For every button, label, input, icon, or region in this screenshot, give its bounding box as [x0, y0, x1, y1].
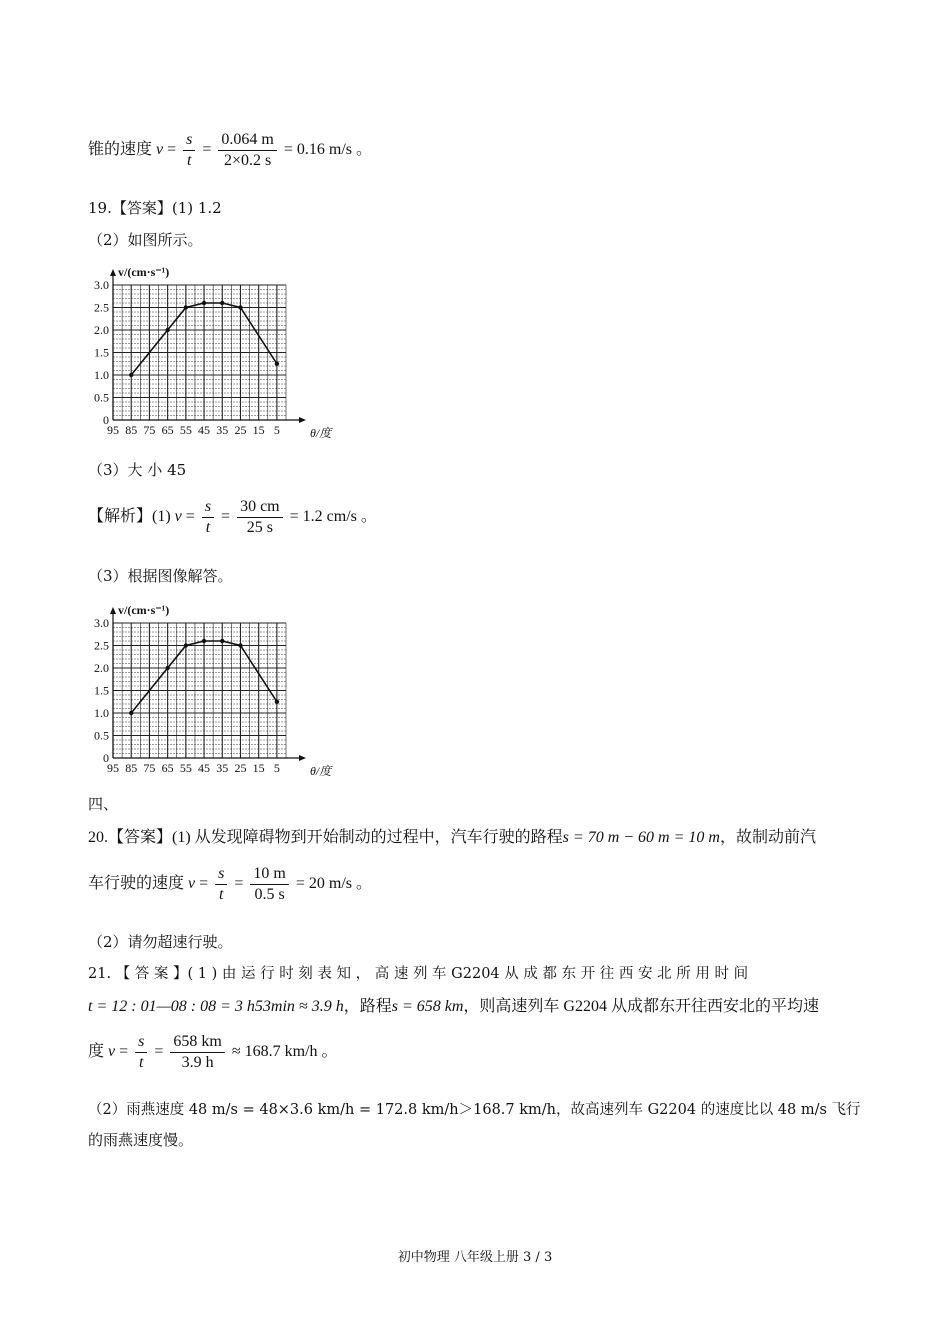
frac-num: s — [183, 130, 195, 151]
y-tick-label: 1.0 — [94, 368, 109, 382]
period: 。 — [356, 875, 373, 893]
q21-part2-line1: （2）雨燕速度 48 m/s = 48×3.6 km/h = 172.8 km/h＞168.7 km/h，故高速列车 G2204 的速度比以 48 m/s 飞行 — [88, 1102, 861, 1118]
data-point — [184, 643, 188, 647]
frac-num: 658 km — [170, 1032, 224, 1053]
y-axis-label: v/(cm·s⁻¹) — [118, 265, 170, 279]
y-tick-label: 1.5 — [94, 683, 109, 698]
q21-result: ≈ 168.7 km/h — [231, 1043, 318, 1061]
data-point — [202, 301, 206, 305]
x-tick-label: 5 — [273, 423, 280, 437]
data-point — [220, 301, 224, 305]
x-axis-arrow — [299, 755, 306, 761]
q21-prefix: 度 — [88, 1043, 105, 1061]
fraction-values — [218, 130, 276, 171]
q18-result: = 0.16 m/s — [283, 141, 353, 159]
q18-prefix: 锥的速度 — [88, 141, 153, 159]
data-point — [238, 643, 242, 647]
frac-num: s — [215, 864, 227, 885]
y-tick-label: 2.5 — [94, 300, 109, 315]
data-point — [202, 639, 206, 643]
q19-part3: （3）大 小 45 — [88, 461, 187, 479]
x-tick-label: 45 — [198, 761, 211, 775]
page-footer: 初中物理 八年级上册 3 / 3 — [397, 1250, 553, 1265]
frac-num: s — [202, 497, 214, 518]
x-tick-label: 25 — [234, 423, 247, 437]
frac-den: t — [139, 1054, 144, 1071]
var-v: v — [188, 875, 196, 893]
y-tick-label: 2.0 — [94, 661, 109, 675]
q21-text: ，则高速列车 G2204 从成都东开往西安北的平均速 — [463, 998, 819, 1015]
data-point — [238, 305, 242, 309]
data-point — [129, 373, 133, 377]
q21-speed-line: 度 v = $\frac{s}{t}$ = $\frac{658 km}{3.9 h}$ ≈ 168.7 km/h 。 — [88, 1033, 338, 1071]
y-axis-arrow — [110, 607, 116, 614]
y-tick-label: 0.5 — [94, 728, 109, 743]
y-tick-label: 0 — [103, 751, 109, 765]
q20-speed-line: 车行驶的速度 v = $\frac{s}{t}$ = $\frac{10 m}{0.5 s}$ = 20 m/s 。 — [88, 865, 373, 903]
fraction-s-over-t — [183, 130, 195, 171]
x-axis-label: θ/度 — [310, 426, 332, 440]
data-point — [165, 666, 169, 670]
x-tick-label: 15 — [252, 423, 265, 437]
q21-text: ，路程 — [343, 998, 392, 1015]
x-tick-label: 45 — [198, 423, 211, 437]
period: 。 — [321, 1043, 338, 1061]
y-tick-label: 0 — [103, 413, 109, 427]
q21-line1: 21. 【 答 案 】( 1 ) 由 运 行 时 刻 表 知 ， 高 速 列 车 G2204 从 成 都 东 开 往 西 安 北 所 用 时 间 — [88, 966, 749, 982]
q19-answer-head: 19.【答案】(1) 1.2 — [88, 199, 222, 217]
period: 。 — [360, 508, 377, 526]
data-point — [165, 328, 169, 332]
q21-time-eq: t = 12 : 01—08 : 08 = 3 h53min ≈ 3.9 h — [88, 998, 344, 1015]
fraction-values — [170, 1032, 224, 1073]
y-tick-label: 2.0 — [94, 323, 109, 337]
frac-den: 2×0.2 s — [224, 152, 272, 169]
frac-den: t — [187, 152, 192, 169]
x-tick-label: 95 — [107, 761, 119, 775]
fraction-s-over-t — [202, 497, 214, 538]
x-tick-label: 55 — [179, 423, 192, 437]
fraction-values — [237, 497, 283, 538]
frac-num: 0.064 m — [218, 130, 276, 151]
x-tick-label: 35 — [216, 761, 229, 775]
q20-line1 — [88, 824, 816, 847]
q21-distance-eq: s = 658 km — [391, 998, 464, 1015]
period: 。 — [356, 141, 373, 159]
q19-result: = 1.2 cm/s — [289, 508, 357, 526]
x-tick-label: 85 — [125, 761, 138, 775]
y-axis-arrow — [110, 269, 116, 276]
data-point — [220, 639, 224, 643]
q19-analysis-line: 【解析】(1) v = $\frac{s}{t}$ = $\frac{30 cm}{25 s}$ = 1.2 cm/s 。 — [88, 498, 377, 536]
x-tick-label: 25 — [234, 761, 247, 775]
frac-den: 3.9 h — [181, 1054, 214, 1071]
data-point — [275, 362, 279, 366]
x-tick-label: 75 — [143, 761, 156, 775]
x-tick-label: 65 — [161, 761, 174, 775]
section-four: 四、 — [88, 795, 119, 813]
x-axis-arrow — [299, 417, 306, 423]
q20-head: 20.【答案】(1) 从发现障碍物到开始制动的过程中，汽车行驶的路程 — [88, 829, 563, 846]
q20-part2: （2）请勿超速行驶。 — [88, 933, 233, 951]
x-tick-label: 65 — [161, 423, 174, 437]
frac-den: 0.5 s — [254, 886, 285, 903]
q20-result: = 20 m/s — [295, 875, 353, 893]
velocity-angle-chart-2 — [86, 594, 332, 786]
fraction-s-over-t — [215, 864, 227, 905]
x-tick-label: 15 — [252, 761, 265, 775]
y-tick-label: 3.0 — [94, 278, 109, 292]
q21-part2-line2: 的雨燕速度慢。 — [88, 1131, 194, 1149]
frac-den: t — [219, 886, 224, 903]
q20-prefix: 车行驶的速度 — [88, 875, 185, 893]
fraction-values — [250, 864, 288, 905]
data-point — [184, 305, 188, 309]
y-axis-label: v/(cm·s⁻¹) — [118, 603, 170, 617]
y-tick-label: 1.0 — [94, 706, 109, 720]
y-tick-label: 2.5 — [94, 638, 109, 653]
x-axis-label: θ/度 — [310, 764, 332, 778]
frac-num: 30 cm — [237, 497, 283, 518]
frac-den: 25 s — [246, 519, 273, 536]
analysis-label: 【解析】(1) — [88, 508, 171, 526]
x-tick-label: 85 — [125, 423, 138, 437]
frac-num: 10 m — [250, 864, 288, 885]
var-v: v — [108, 1043, 116, 1061]
y-tick-label: 3.0 — [94, 616, 109, 630]
q21-line2 — [88, 993, 819, 1016]
frac-num: s — [135, 1032, 147, 1053]
velocity-angle-chart-1 — [86, 256, 332, 448]
x-tick-label: 5 — [273, 761, 280, 775]
y-tick-label: 1.5 — [94, 345, 109, 360]
x-tick-label: 55 — [179, 761, 192, 775]
q19-part2: （2）如图所示。 — [88, 231, 203, 249]
q20-eq: s = 70 m − 60 m = 10 m — [562, 829, 720, 846]
q19-part3-analysis: （3）根据图像解答。 — [88, 567, 233, 585]
x-tick-label: 35 — [216, 423, 229, 437]
q20-tail: ，故制动前汽 — [719, 829, 816, 846]
q18-speed-line: 锥的速度 v = $\frac{s}{t}$ = $\frac{0.064 m}{2\times 0.2 s}$ = 0.16 m/s 。 — [88, 131, 373, 169]
data-point — [129, 711, 133, 715]
frac-den: t — [205, 519, 211, 536]
var-v: v — [156, 141, 164, 159]
y-tick-label: 0.5 — [94, 390, 109, 405]
x-tick-label: 75 — [143, 423, 156, 437]
var-v: v — [174, 508, 182, 526]
x-tick-label: 95 — [107, 423, 119, 437]
fraction-s-over-t — [135, 1032, 147, 1073]
data-point — [275, 700, 279, 704]
